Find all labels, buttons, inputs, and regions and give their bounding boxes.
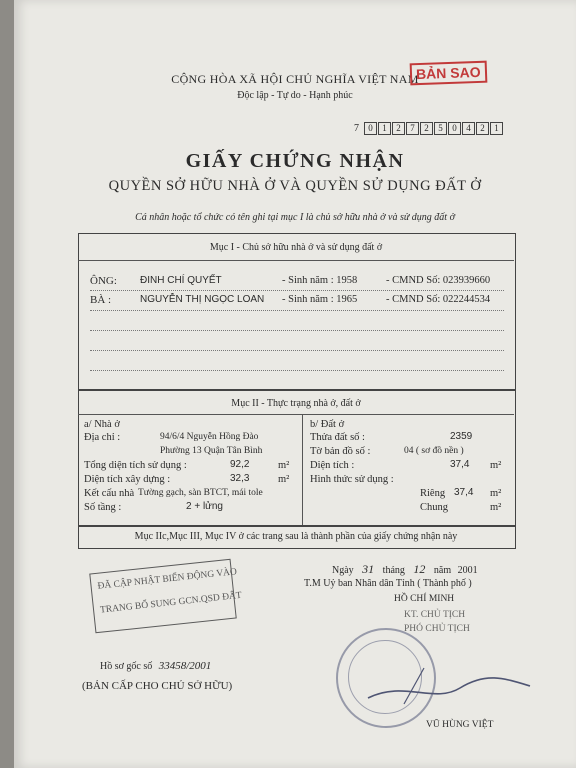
date-year-label: năm <box>433 565 452 576</box>
owner-title: ÔNG: <box>90 275 117 287</box>
area-unit: m² <box>490 502 502 513</box>
serial-digit: 7 <box>406 122 419 135</box>
serial-digit: 2 <box>392 122 405 135</box>
owner-id: - CMND Số: 022244534 <box>386 294 491 305</box>
lot-label: Thửa đất số : <box>310 432 365 443</box>
date-year: 2001 <box>457 565 478 576</box>
record-value: 33458/2001 <box>158 660 212 672</box>
intro-text: Cá nhân hoặc tổ chức có tên ghi tại mục I là chủ sở hữu nhà ở và sử dụng đất ở <box>135 212 455 223</box>
certificate-page <box>14 0 576 768</box>
area-unit: m² <box>278 460 290 471</box>
usage-label: Hình thức sử dụng : <box>310 474 394 485</box>
update-stamp-line1: ĐÃ CẬP NHẬT BIẾN ĐỘNG VÀO <box>97 567 238 592</box>
serial-prefix: 7 <box>354 123 359 134</box>
serial-digit: 2 <box>420 122 433 135</box>
serial-digit: 1 <box>378 122 391 135</box>
structure-label: Kết cấu nhà <box>84 488 135 499</box>
section-owners <box>78 233 516 391</box>
record-label: Hồ sơ gốc số <box>100 661 153 672</box>
serial-digit: 0 <box>364 122 377 135</box>
signer-name: VŨ HÙNG VIỆT <box>426 720 494 730</box>
copy-note: (BẢN CẤP CHO CHỦ SỞ HỮU) <box>82 680 233 692</box>
date-month-label: tháng <box>382 565 405 576</box>
private-value: 37,4 <box>454 487 474 498</box>
lot-value: 2359 <box>450 431 473 442</box>
area-unit: m² <box>490 460 502 471</box>
map-value: 04 ( sơ đồ nền ) <box>404 446 464 456</box>
national-title: CỘNG HÒA XÃ HỘI CHỦ NGHĨA VIỆT NAM <box>171 72 419 86</box>
built-area-value: 32,3 <box>230 473 250 484</box>
issue-date <box>332 562 478 577</box>
area-unit: m² <box>490 488 502 499</box>
owner-birth: - Sinh năm : 1965 <box>282 294 358 305</box>
record-number <box>100 660 211 672</box>
area-unit: m² <box>278 474 290 485</box>
structure-value: Tường gạch, sàn BTCT, mái tole <box>138 488 263 498</box>
document-title: GIẤY CHỨNG NHẬN <box>185 150 405 172</box>
update-stamp <box>89 559 243 634</box>
land-area-value: 37,4 <box>450 459 470 470</box>
national-motto: Độc lập - Tự do - Hạnh phúc <box>237 90 353 101</box>
owner-id: - CMND Số: 023939660 <box>386 275 491 286</box>
date-month: 12 <box>413 562 426 576</box>
house-heading: a/ Nhà ở <box>84 419 120 430</box>
issuing-org: T.M Uỷ ban Nhân dân Tỉnh ( Thành phố ) <box>304 578 472 589</box>
serial-digit: 2 <box>476 122 489 135</box>
map-label: Tờ bản đồ số : <box>310 446 371 457</box>
owner-name: NGUYỄN THỊ NGỌC LOAN <box>140 294 265 305</box>
footer-note: Mục IIc,Mục III, Mục IV ở các trang sau là thành phần của giấy chứng nhận này <box>134 531 458 542</box>
signature-mark <box>364 660 534 710</box>
address-line1: 94/6/4 Nguyễn Hồng Đào <box>160 432 259 442</box>
land-area-label: Diện tích : <box>310 460 355 471</box>
section-property <box>78 389 516 527</box>
total-area-value: 92,2 <box>230 459 250 470</box>
shared-label: Chung <box>420 502 449 513</box>
serial-digit: 0 <box>448 122 461 135</box>
section2-heading: Mục II - Thực trạng nhà ở, đất ở <box>231 398 361 409</box>
serial-digit: 4 <box>462 122 475 135</box>
floors-label: Số tầng : <box>84 502 122 513</box>
land-heading: b/ Đất ở <box>310 419 345 430</box>
serial-number <box>354 122 503 135</box>
serial-digit: 1 <box>490 122 503 135</box>
private-label: Riêng <box>420 488 446 499</box>
signer-role-vice: PHÓ CHỦ TỊCH <box>404 624 470 634</box>
copy-stamp: BẢN SAO <box>410 61 487 86</box>
address-line2: Phường 13 Quận Tân Bình <box>160 446 263 456</box>
floors-value: 2 + lửng <box>186 501 223 512</box>
section1-heading: Mục I - Chủ sở hữu nhà ở và sử dụng đất ở <box>209 242 383 253</box>
address-label: Địa chỉ : <box>84 432 121 443</box>
document-subtitle: QUYỀN SỞ HỮU NHÀ Ở VÀ QUYỀN SỬ DỤNG ĐẤT Ở <box>108 178 482 194</box>
owner-name: ĐINH CHÍ QUYẾT <box>140 275 222 286</box>
serial-digit: 5 <box>434 122 447 135</box>
date-day-label: Ngày <box>332 565 354 576</box>
owner-birth: - Sinh năm : 1958 <box>282 275 358 286</box>
total-area-label: Tổng diện tích sử dụng : <box>84 460 187 471</box>
owner-title: BÀ : <box>90 294 112 306</box>
date-day: 31 <box>362 562 375 576</box>
built-area-label: Diện tích xây dựng : <box>84 474 171 485</box>
issuing-city: HỒ CHÍ MINH <box>394 594 455 604</box>
signer-role: KT. CHỦ TỊCH <box>404 610 466 620</box>
update-stamp-line2: TRANG BỔ SUNG GCN.QSD ĐẤT <box>99 590 243 616</box>
